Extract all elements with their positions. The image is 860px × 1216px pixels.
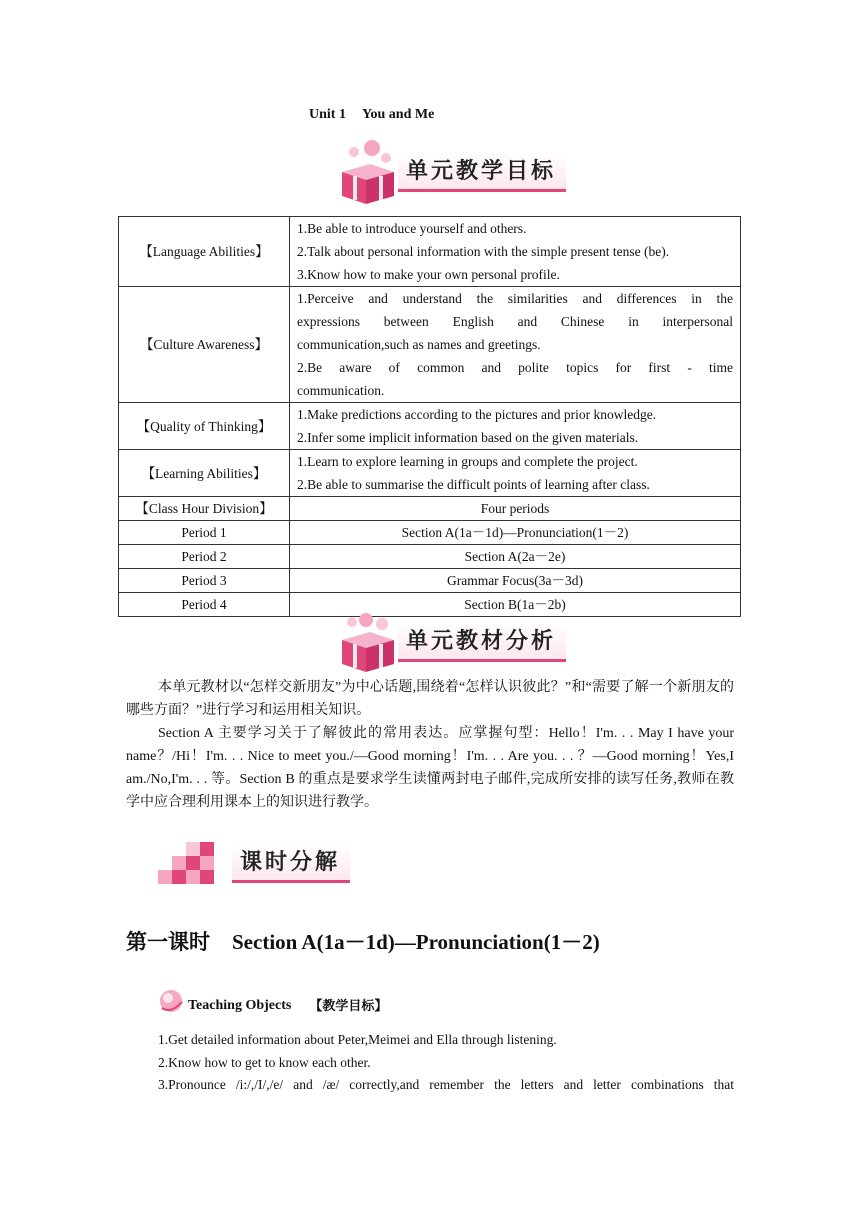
row-content: [290, 403, 741, 450]
row-label: 【Quality of Thinking】: [119, 403, 290, 450]
content-line: 2.Infer some implicit information based on the given materials.: [297, 430, 639, 445]
period-content: Section B(1a－2b): [290, 593, 741, 617]
table-row: [119, 287, 741, 403]
table-row: [119, 497, 741, 521]
gift-box-icon: [336, 610, 398, 674]
banner-material-analysis: [336, 610, 566, 674]
teaching-objects-heading: [158, 988, 387, 1014]
list-item: 2.Know how to get to know each other.: [158, 1054, 371, 1070]
list-item: 1.Get detailed information about Peter,Meimei and Ella through listening.: [158, 1032, 557, 1047]
objects-label: Teaching Objects: [188, 998, 292, 1013]
banner-lesson-breakdown: [154, 836, 350, 890]
table-row: [119, 450, 741, 497]
content-line: 2.Be able to summarise the difficult points of learning after class.: [297, 477, 650, 492]
row-content: [290, 217, 741, 287]
lesson-title-en: Section A(1a－1d)—Pronunciation(1－2): [232, 930, 600, 954]
unit-goals-table: [118, 216, 741, 617]
objects-label-cn: 【教学目标】: [309, 999, 388, 1014]
row-label: 【Culture Awareness】: [119, 287, 290, 403]
period-name: Period 1: [119, 521, 290, 545]
content-line: communication.: [297, 383, 385, 398]
unit-number: Unit 1: [309, 107, 346, 122]
banner-label: 单元教学目标: [398, 152, 566, 192]
analysis-paragraph: 本单元教材以“怎样交新朋友”为中心话题,围绕着“怎样认识彼此？”和“需要了解一个新朋友的哪些方面？”进行学习和运用相关知识。: [126, 680, 734, 718]
analysis-text: [126, 676, 734, 814]
banner-label: 课时分解: [232, 843, 350, 883]
table-row: [119, 217, 741, 287]
table-row: [119, 521, 741, 545]
table-row: [119, 545, 741, 569]
gift-box-icon: [336, 138, 398, 206]
row-content: [290, 450, 741, 497]
lesson-title-cn: 第一课时: [126, 930, 210, 954]
content-line: 2.Talk about personal information with the simple present tense (be).: [297, 244, 670, 259]
content-line: expressions between English and Chinese in interpersonal: [297, 314, 733, 329]
table-row: [119, 569, 741, 593]
period-content: Grammar Focus(3a－3d): [290, 569, 741, 593]
row-content: [290, 287, 741, 403]
content-line: 1.Be able to introduce yourself and others.: [297, 221, 527, 236]
banner-unit-goals: [336, 138, 566, 206]
table-row: [119, 403, 741, 450]
row-label: 【Learning Abilities】: [119, 450, 290, 497]
lesson-title: [126, 926, 600, 956]
analysis-paragraph: Section A 主要学习关于了解彼此的常用表达。应掌握句型：Hello！I'm. . . May I have your name？/Hi！I'm. . . Nice to meet you./—Good morning！I'm. . . Are you. . . ？—Good morning！Yes,I am./No,I'm. . . 等。Section B 的重点是要求学生读懂两封电子邮件,完成所安排的读写任务,教师在教学中应合理利用课本上的知识进行教学。: [126, 726, 734, 810]
content-line: 1.Learn to explore learning in groups and complete the project.: [297, 454, 638, 469]
content-line: 1.Make predictions according to the pictures and prior knowledge.: [297, 407, 657, 422]
list-item: 3.Pronounce /i:/,/I/,/e/ and /æ/ correctly,and remember the letters and letter combinations that: [158, 1077, 734, 1092]
unit-name: You and Me: [361, 107, 435, 122]
period-content: Section A(1a－1d)—Pronunciation(1－2): [290, 521, 741, 545]
content-line: 3.Know how to make your own personal profile.: [297, 267, 560, 282]
period-content: Section A(2a－2e): [290, 545, 741, 569]
unit-title: [309, 107, 434, 123]
content-line: communication,such as names and greetings.: [297, 337, 541, 352]
row-content: Four periods: [290, 497, 741, 521]
period-name: Period 3: [119, 569, 290, 593]
pink-circle-icon: [158, 988, 184, 1014]
content-line: 2.Be aware of common and polite topics for first - time: [297, 360, 733, 375]
teaching-objects-list: [158, 1029, 734, 1097]
period-name: Period 2: [119, 545, 290, 569]
row-label: 【Language Abilities】: [119, 217, 290, 287]
content-line: 1.Perceive and understand the similarities and differences in the: [297, 291, 733, 306]
row-label: 【Class Hour Division】: [119, 497, 290, 521]
banner-label: 单元教材分析: [398, 622, 566, 662]
period-name: Period 4: [119, 593, 290, 617]
stacked-blocks-icon: [154, 836, 232, 890]
